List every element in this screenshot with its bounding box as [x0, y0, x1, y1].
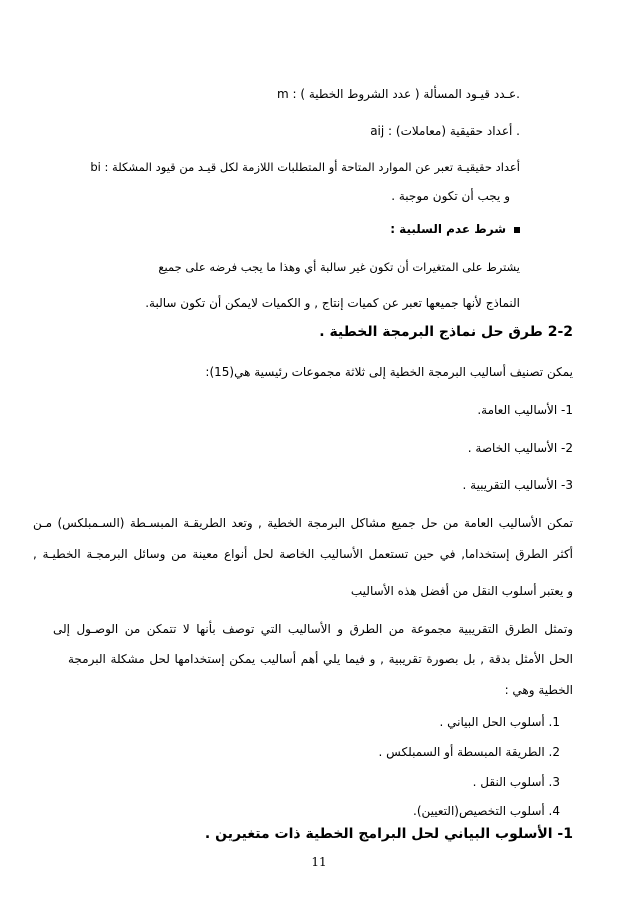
bullet-square-icon: [514, 227, 520, 233]
list-item-transport: 3. أسلوب النقل .: [472, 775, 560, 789]
text-line-m-definition: m : عـدد قيـود المسألة ( عدد الشروط الخطية ).: [276, 87, 520, 101]
paragraph-line-general-2: أكثر الطرق إستخداما, في حين تستعمل الأساليب الخاصة لحل أنواع معينة من وسائل البرمجـة الخطيـة ,: [33, 547, 573, 561]
paragraph-line-approx-3: الخطية وهي :: [504, 683, 573, 697]
paragraph-line-transport: و يعتبر أسلوب النقل من أفضل هذه الأساليب: [350, 584, 573, 598]
text-line-models: النماذج لأنها جميعها تعبر عن كميات إنتاج , و الكميات لايمكن أن تكون سالبة.: [145, 296, 520, 310]
section-heading-2-2: 2-2 طرق حل نماذج البرمجة الخطية .: [319, 324, 573, 340]
list-item-graphical: 1. أسلوب الحل البياني .: [439, 715, 560, 729]
section-heading-graphical: 1- الأسلوب البياني لحل البرامج الخطية ذات متغيرين .: [204, 826, 573, 842]
list-item-assignment: 4. أسلوب التخصيص(التعيين).: [413, 804, 560, 818]
list-item-special-methods: 2- الأساليب الخاصة .: [467, 441, 573, 455]
page-number: 11: [311, 855, 327, 869]
list-item-approximate-methods: 3- الأساليب التقريبية .: [462, 478, 573, 492]
text-line-aij-definition: aij : أعداد حقيقية (معاملات) .: [370, 124, 520, 138]
list-item-general-methods: 1- الأساليب العامة.: [477, 403, 573, 417]
paragraph-line-approx-2: الحل الأمثل بدقة , بل بصورة تقريبية , و فيما يلي أهم أساليب يمكن إستخدامها لحل مشكلة البرمجة: [68, 652, 573, 666]
paragraph-line-general-1: تمكن الأساليب العامة من حل جميع مشاكل البرمجة الخطية , وتعد الطريقـة المبسـطة (السـمبلكس) مـن: [33, 516, 573, 530]
subheading-text: شرط عدم السلبية :: [390, 222, 506, 236]
text-line-positive: و يجب أن تكون موجبة .: [391, 189, 510, 203]
text-line-condition: يشترط على المتغيرات أن تكون غير سالبة أي وهذا ما يجب فرضه على جميع: [158, 260, 520, 274]
text-line-classification: يمكن تصنيف أساليب البرمجة الخطية إلى ثلاثة مجموعات رئيسية هي(15):: [205, 365, 573, 379]
paragraph-line-approx-1: وتمثل الطرق التقريبية مجموعة من الطرق و الأساليب التي توصف بأنها لا تتمكن من الوصـول إلى: [53, 622, 573, 636]
list-item-simplex: 2. الطريقة المبسطة أو السمبلكس .: [378, 745, 560, 759]
text-line-bi-definition: bi : أعداد حقيقيـة تعبر عن الموارد المتاحة أو المتطلبات اللازمة لكل قيـد من قيود المشكلة: [90, 160, 520, 174]
subheading-non-negativity: [390, 221, 520, 237]
